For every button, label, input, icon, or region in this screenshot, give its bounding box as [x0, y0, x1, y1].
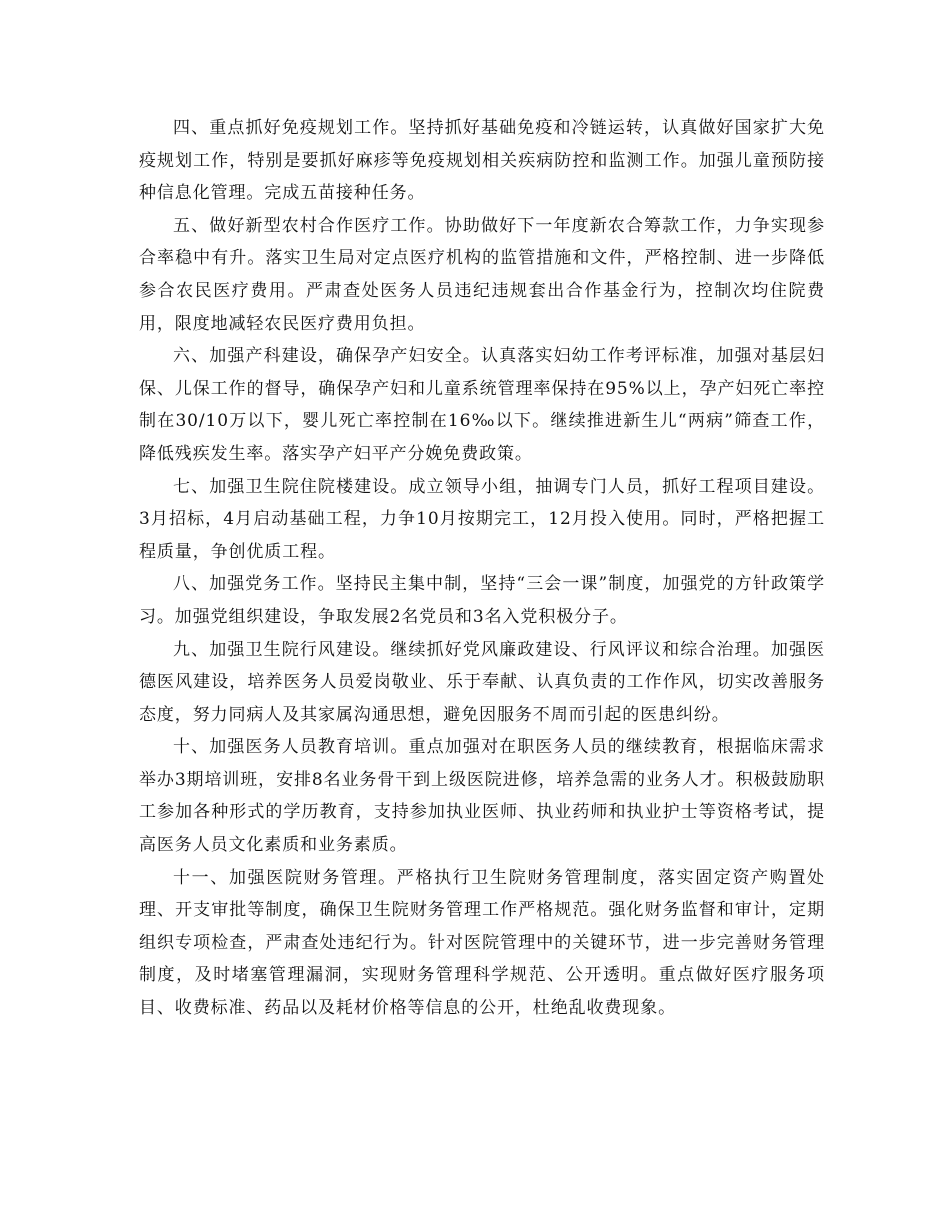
paragraph-staff-training: 十、加强医务人员教育培训。重点加强对在职医务人员的继续教育，根据临床需求举办3期培训班，安排8名业务骨干到上级医院进修，培养急需的业务人才。积极鼓励职工参加各种形式的学历教育，支持参加执业医师、执业药师和执业护士等资格考试，提高医务人员文化素质和业务素质。: [139, 737, 825, 856]
paragraph-conduct-style: 九、加强卫生院行风建设。继续抓好党风廉政建设、行风评议和综合治理。加强医德医风建设，培养医务人员爱岗敬业、乐于奉献、认真负责的工作作风，切实改善服务态度，努力同病人及其家属沟通思想，避免因服务不周而引起的医患纠纷。: [139, 639, 825, 725]
paragraph-inpatient-building: 七、加强卫生院住院楼建设。成立领导小组，抽调专门人员，抓好工程项目建设。3月招标，4月启动基础工程，力争10月按期完工，12月投入使用。同时，严格把握工程质量，争创优质工程。: [139, 476, 825, 562]
paragraph-immunization: 四、重点抓好免疫规划工作。坚持抓好基础免疫和冷链运转，认真做好国家扩大免疫规划工作，特别是要抓好麻疹等免疫规划相关疾病防控和监测工作。加强儿童预防接种信息化管理。完成五苗接种任务。: [139, 118, 825, 204]
paragraph-financial-management: 十一、加强医院财务管理。严格执行卫生院财务管理制度，落实固定资产购置处理、开支审批等制度，确保卫生院财务管理工作严格规范。强化财务监督和审计，定期组织专项检查，严肃查处违纪行为。针对医院管理中的关键环节，进一步完善财务管理制度，及时堵塞管理漏洞，实现财务管理科学规范、公开透明。重点做好医疗服务项目、收费标准、药品以及耗材价格等信息的公开，杜绝乱收费现象。: [139, 867, 825, 1019]
paragraph-rural-cooperative-medical: 五、做好新型农村合作医疗工作。协助做好下一年度新农合筹款工作，力争实现参合率稳中有升。落实卫生局对定点医疗机构的监管措施和文件，严格控制、进一步降低参合农民医疗费用。严肃查处医务人员违纪违规套出合作基金行为，控制次均住院费用，限度地减轻农民医疗费用负担。: [139, 215, 825, 334]
paragraph-party-affairs: 八、加强党务工作。坚持民主集中制，坚持“三会一课”制度，加强党的方针政策学习。加强党组织建设，争取发展2名党员和3名入党积极分子。: [139, 574, 825, 627]
document-body: [139, 112, 825, 1025]
paragraph-obstetrics: 六、加强产科建设，确保孕产妇安全。认真落实妇幼工作考评标准，加强对基层妇保、儿保工作的督导，确保孕产妇和儿童系统管理率保持在95%以上，孕产妇死亡率控制在30/10万以下，婴儿死亡率控制在16‰以下。继续推进新生儿“两病”筛查工作，降低残疾发生率。落实孕产妇平产分娩免费政策。: [139, 346, 825, 464]
